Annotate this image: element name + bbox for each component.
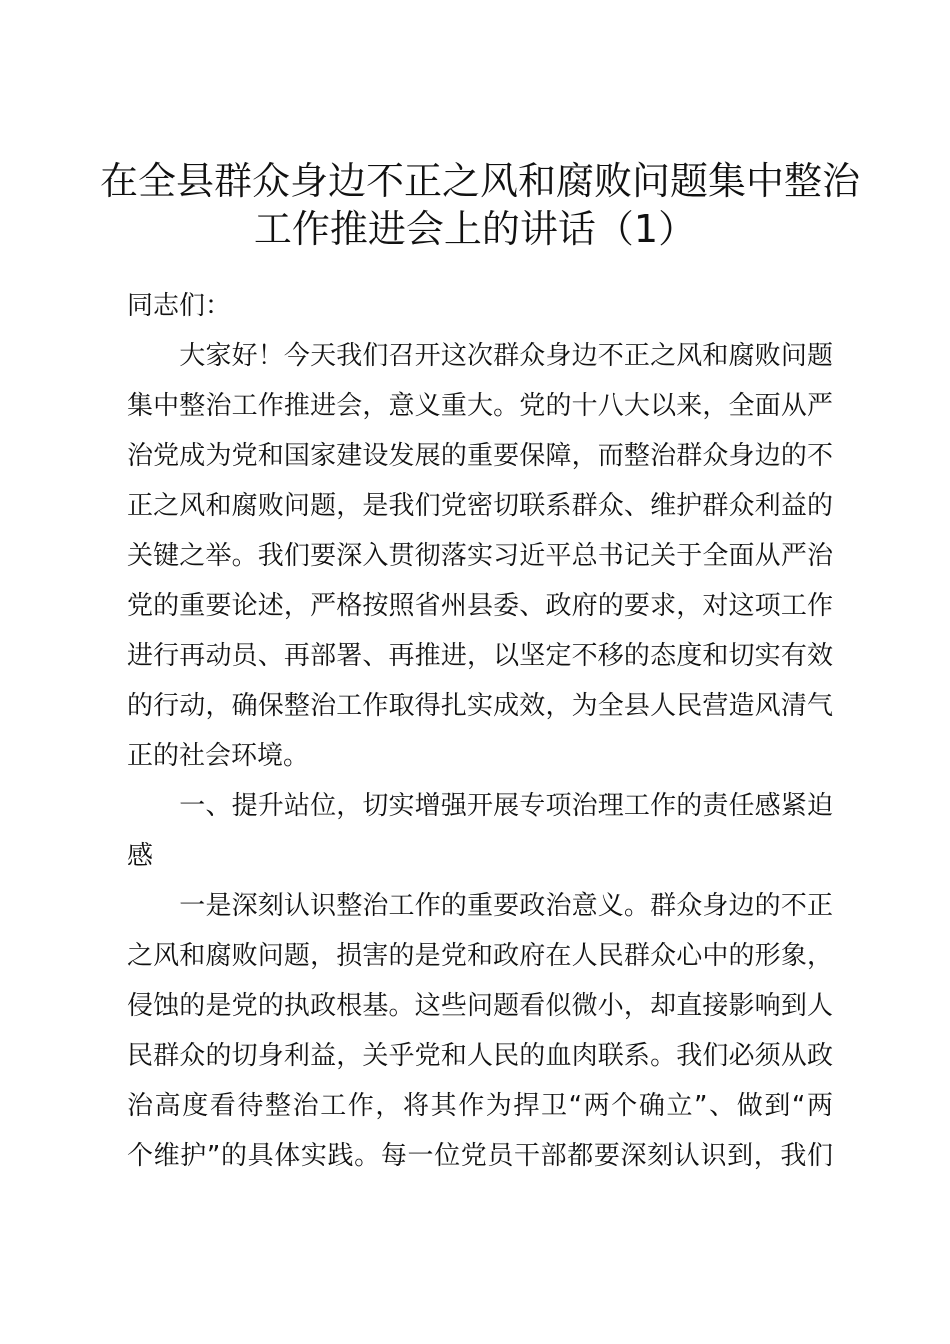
body-line: 党的重要论述，严格按照省州县委、政府的要求，对这项工作 [127,591,833,621]
section-heading-line: 感 [127,841,154,871]
body-line: 大家好！今天我们召开这次群众身边不正之风和腐败问题 [127,341,833,371]
body-line: 集中整治工作推进会，意义重大。党的十八大以来，全面从严 [127,391,833,421]
body-line: 之风和腐败问题，损害的是党和政府在人民群众心中的形象， [127,941,833,971]
body-line: 民群众的切身利益，关乎党和人民的血肉联系。我们必须从政 [127,1041,833,1071]
section-heading-line: 一、提升站位，切实增强开展专项治理工作的责任感紧迫 [127,791,833,821]
document-title-line-1: 在全县群众身边不正之风和腐败问题集中整治 [100,159,861,203]
body-line: 侵蚀的是党的执政根基。这些问题看似微小，却直接影响到人 [127,991,833,1021]
body-line: 治党成为党和国家建设发展的重要保障，而整治群众身边的不 [127,441,833,471]
body-line: 关键之举。我们要深入贯彻落实习近平总书记关于全面从严治 [127,541,833,571]
body-line: 一是深刻认识整治工作的重要政治意义。群众身边的不正 [127,891,833,921]
body-line: 正之风和腐败问题，是我们党密切联系群众、维护群众利益的 [127,491,833,521]
body-line: 的行动，确保整治工作取得扎实成效，为全县人民营造风清气 [127,691,833,721]
document-title-line-2: 工作推进会上的讲话（1） [253,207,697,251]
body-line: 个维护”的具体实践。每一位党员干部都要深刻认识到，我们 [127,1141,833,1171]
body-line: 进行再动员、再部署、再推进，以坚定不移的态度和切实有效 [127,641,833,671]
body-line: 治高度看待整治工作，将其作为捍卫“两个确立”、做到“两 [127,1091,833,1121]
salutation: 同志们： [127,291,232,321]
body-line: 正的社会环境。 [127,741,310,771]
